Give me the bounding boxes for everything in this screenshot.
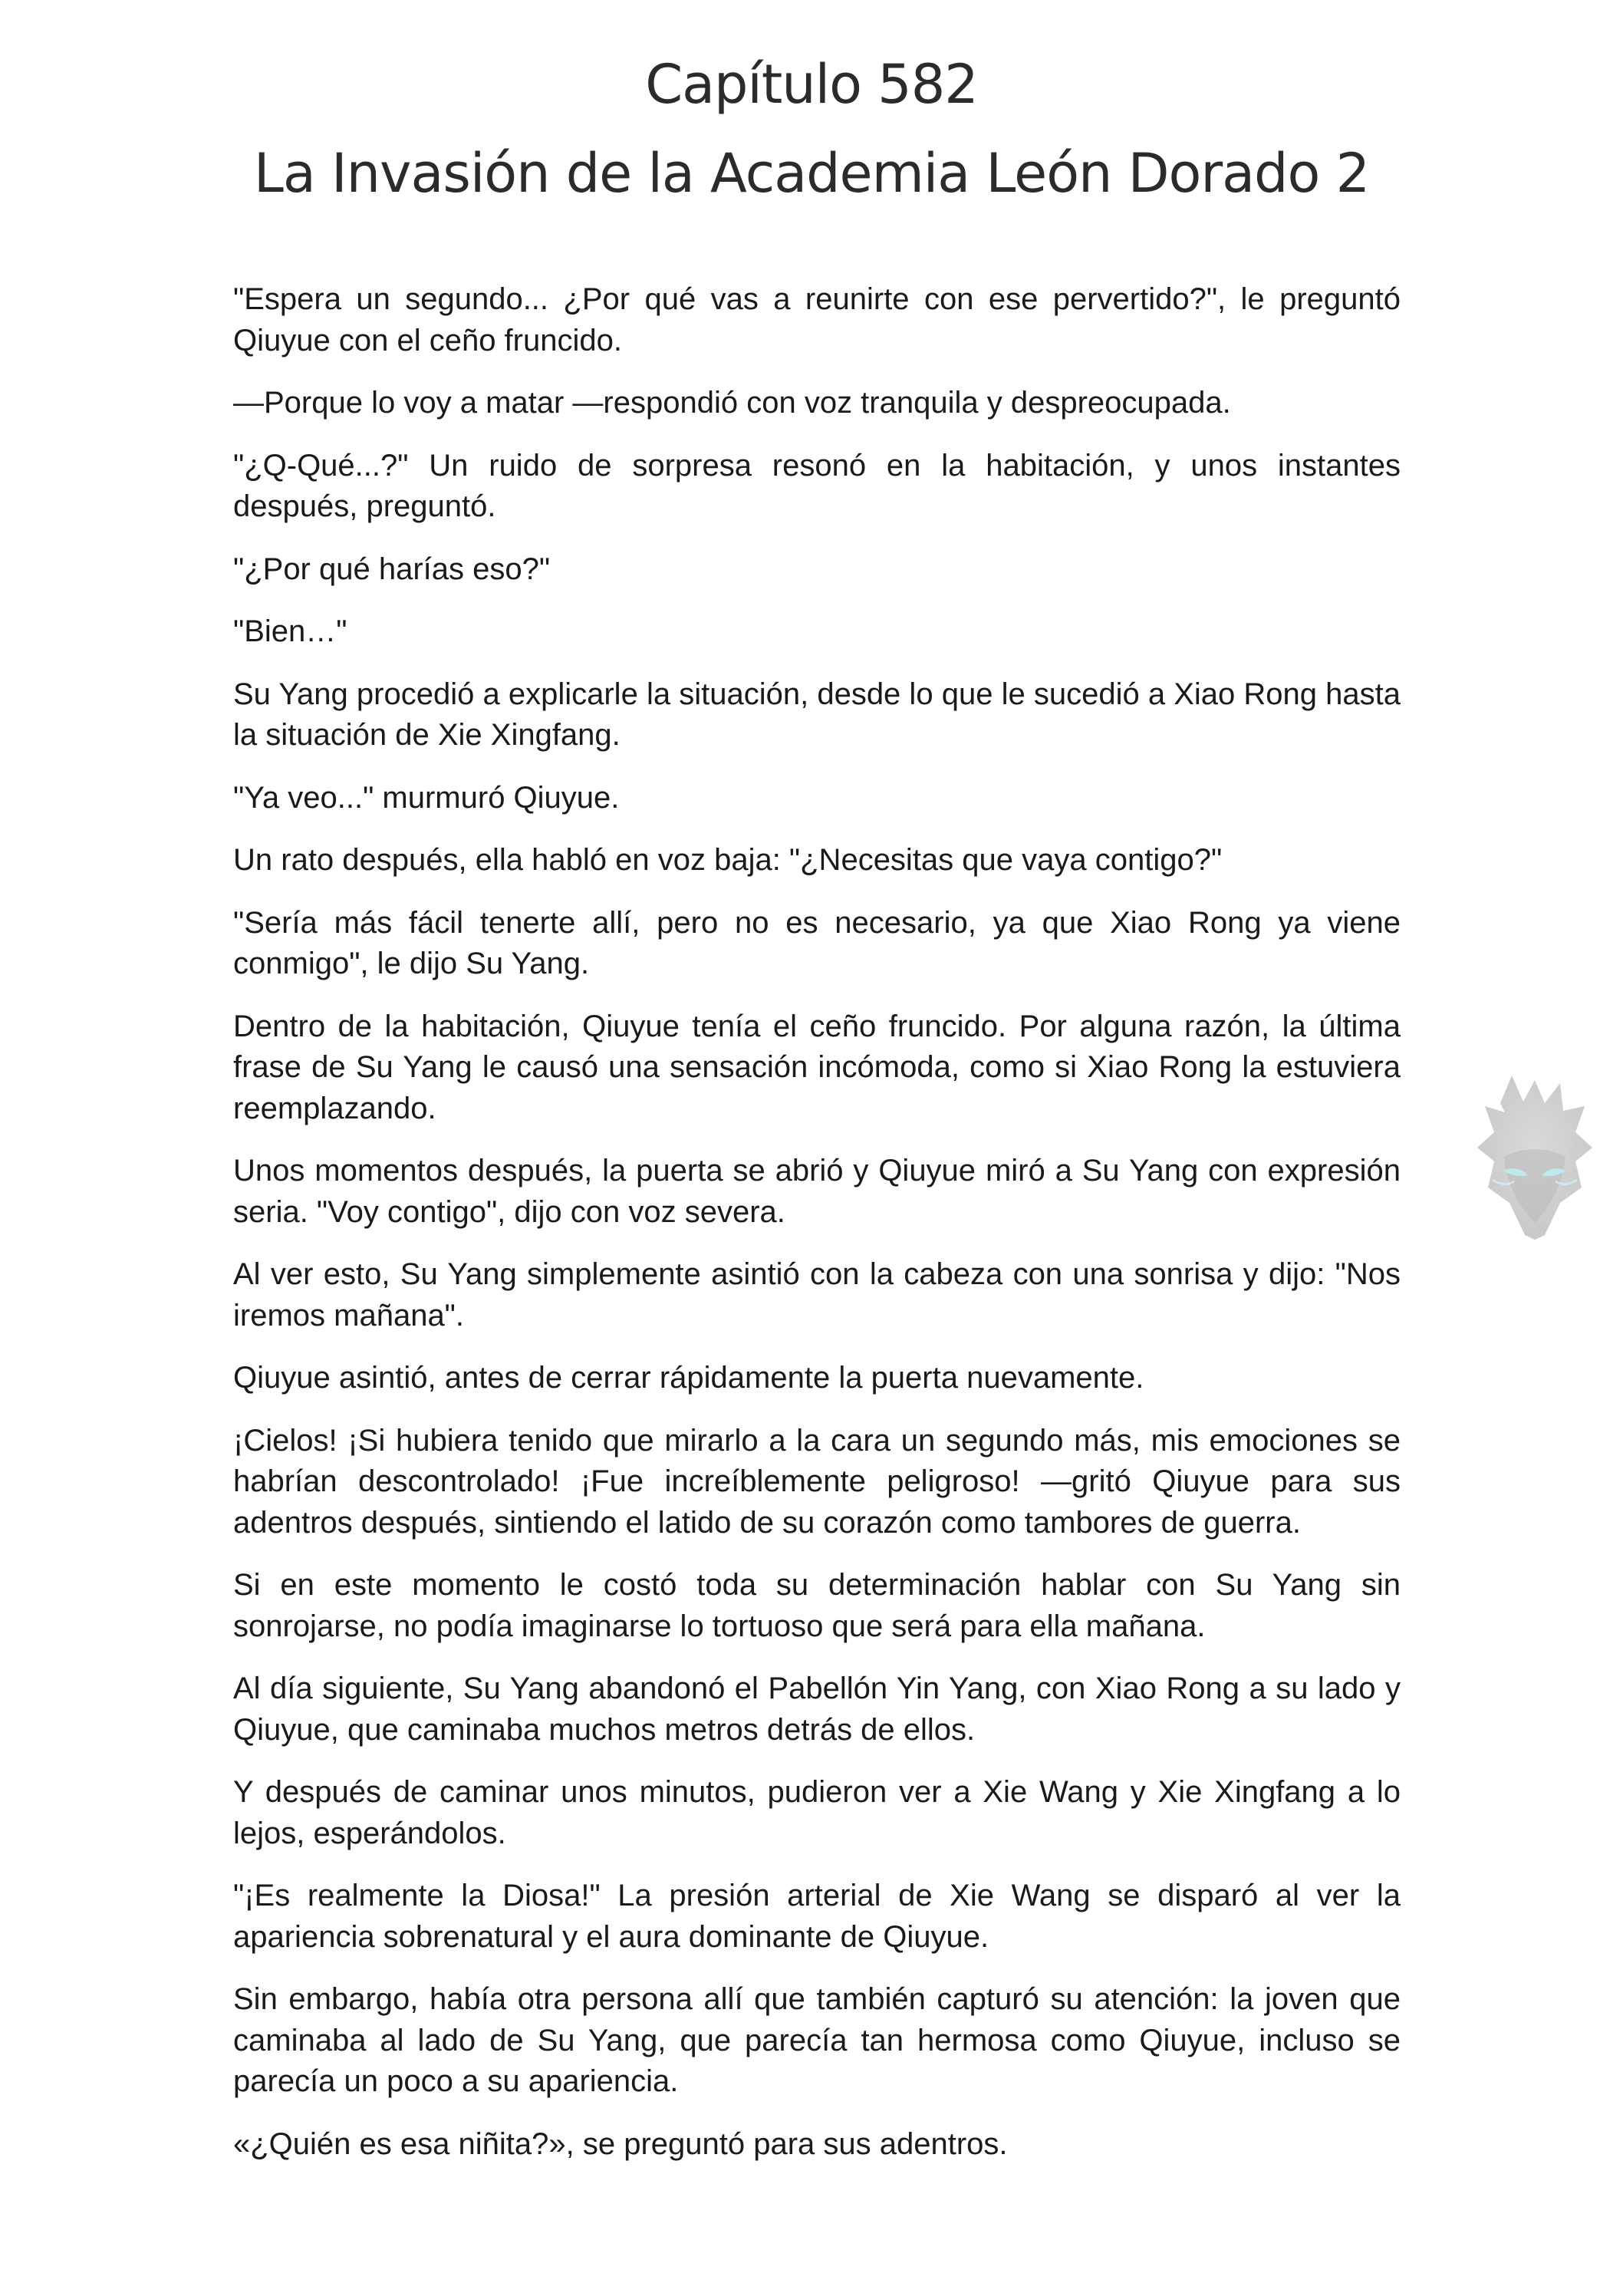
chapter-heading (0, 40, 1623, 218)
paragraph: Su Yang procedió a explicarle la situación, desde lo que le sucedió a Xiao Rong hasta la situación de Xie Xingfang. (233, 677, 1401, 752)
paragraph: Unos momentos después, la puerta se abrió y Qiuyue miró a Su Yang con expresión seria. "Voy contigo", dijo con voz severa. (233, 1154, 1401, 1229)
paragraph: Dentro de la habitación, Qiuyue tenía el ceño fruncido. Por alguna razón, la última frase de Su Yang le causó una sensación incómoda, como si Xiao Rong la estuviera reemplazando. (233, 1009, 1401, 1125)
paragraph: Al ver esto, Su Yang simplemente asintió con la cabeza con una sonrisa y dijo: "Nos iremos mañana". (233, 1257, 1401, 1332)
paragraph: ¡Cielos! ¡Si hubiera tenido que mirarlo a la cara un segundo más, mis emociones se habrían descontrolado! ¡Fue increíblemente peligroso! —gritó Qiuyue para sus adentros después, sintiendo el latido de su corazón como tambores de guerra. (233, 1423, 1401, 1540)
paragraph: "Bien…" (233, 614, 347, 648)
paragraph: Al día siguiente, Su Yang abandonó el Pabellón Yin Yang, con Xiao Rong a su lado y Qiuyue, que caminaba muchos metros detrás de ellos. (233, 1672, 1401, 1747)
paragraph: "¿Q-Qué...?" Un ruido de sorpresa resonó en la habitación, y unos instantes después, preguntó. (233, 448, 1401, 523)
demon-head-logo-icon (1470, 1072, 1600, 1243)
paragraph: Y después de caminar unos minutos, pudieron ver a Xie Wang y Xie Xingfang a lo lejos, esperándolos. (233, 1775, 1401, 1850)
paragraph: "Ya veo..." murmuró Qiuyue. (233, 780, 620, 815)
paragraph: —Porque lo voy a matar —respondió con voz tranquila y despreocupada. (233, 386, 1231, 420)
paragraph: Un rato después, ella habló en voz baja: "¿Necesitas que vaya contigo?" (233, 843, 1223, 877)
chapter-title: La Invasión de la Academia León Dorado 2 (253, 142, 1370, 205)
paragraph: Sin embargo, había otra persona allí que también capturó su atención: la joven que caminaba al lado de Su Yang, que parecía tan hermosa como Qiuyue, incluso se parecía un poco a su apariencia. (233, 1982, 1401, 2098)
paragraph: Si en este momento le costó toda su determinación hablar con Su Yang sin sonrojarse, no podía imaginarse lo tortuoso que será para ella mañana. (233, 1568, 1401, 1643)
paragraph: "¿Por qué harías eso?" (233, 552, 551, 586)
chapter-number: Capítulo 582 (645, 53, 978, 116)
paragraph: Qiuyue asintió, antes de cerrar rápidamente la puerta nuevamente. (233, 1361, 1144, 1395)
chapter-body (233, 279, 1401, 2186)
paragraph: "Sería más fácil tenerte allí, pero no es necesario, ya que Xiao Rong ya viene conmigo", le dijo Su Yang. (233, 905, 1401, 980)
paragraph: "¡Es realmente la Diosa!" La presión arterial de Xie Wang se disparó al ver la apariencia sobrenatural y el aura dominante de Qiuyue. (233, 1879, 1401, 1954)
paragraph: "Espera un segundo... ¿Por qué vas a reunirte con ese pervertido?", le preguntó Qiuyue con el ceño fruncido. (233, 282, 1401, 357)
paragraph: «¿Quién es esa niñita?», se preguntó para sus adentros. (233, 2126, 1008, 2161)
